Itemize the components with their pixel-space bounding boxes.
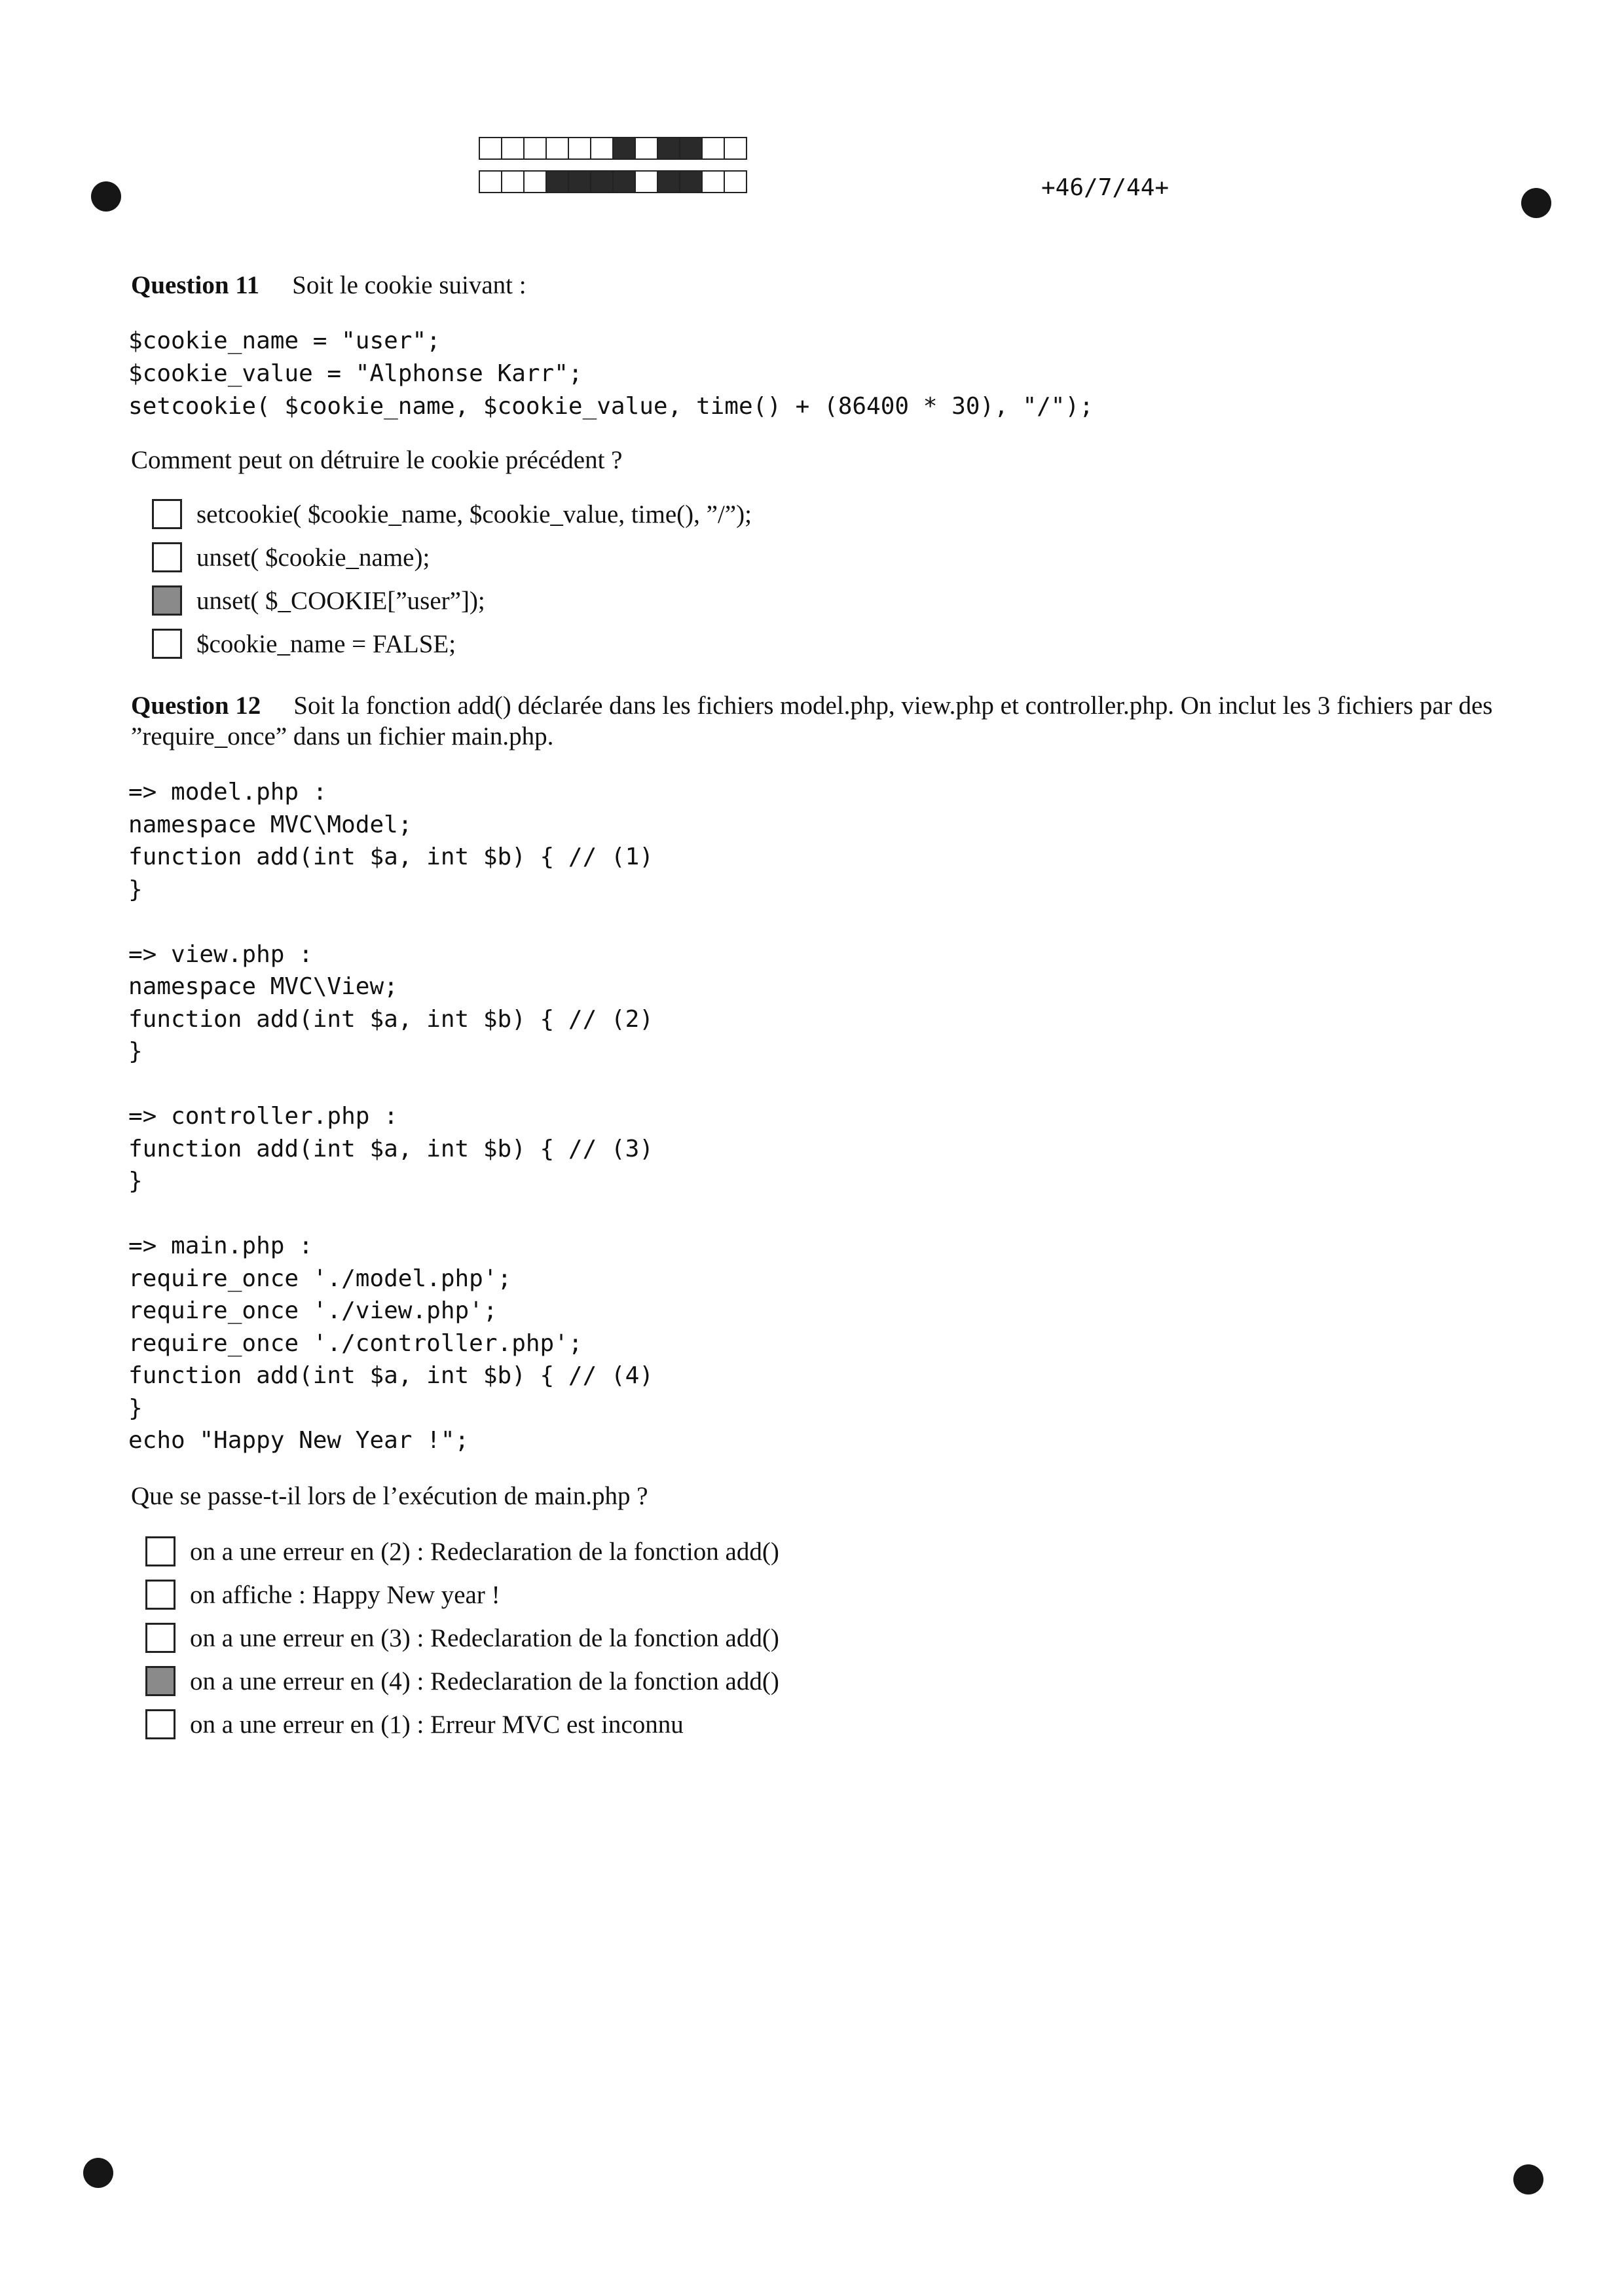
code-cell	[523, 170, 547, 193]
code-cell	[724, 170, 747, 193]
answer-text: on a une erreur en (1) : Erreur MVC est inconnu	[190, 1710, 684, 1739]
corner-marker-top-left	[91, 181, 121, 212]
code-cell	[724, 137, 747, 160]
answer-checkbox[interactable]	[152, 542, 182, 572]
answer-checkbox[interactable]	[145, 1666, 175, 1696]
answer-checkbox[interactable]	[152, 499, 182, 529]
code-cell	[479, 137, 502, 160]
answer-option[interactable]	[145, 1659, 779, 1703]
answer-option[interactable]	[152, 622, 752, 665]
answer-text: on a une erreur en (2) : Redeclaration de la fonction add()	[190, 1537, 779, 1566]
answer-checkbox[interactable]	[152, 585, 182, 616]
question-11-label: Question 11	[131, 271, 260, 299]
student-code-row-1	[479, 137, 746, 160]
code-cell	[635, 170, 658, 193]
answer-checkbox[interactable]	[145, 1623, 175, 1653]
code-cell	[590, 137, 614, 160]
question-11-intro: Soit le cookie suivant :	[292, 271, 526, 299]
answer-option[interactable]	[145, 1703, 779, 1746]
student-code-row-2	[479, 170, 746, 193]
code-cell	[501, 137, 525, 160]
page-identifier: +46/7/44+	[1041, 174, 1170, 201]
question-11-code: $cookie_name = "user"; $cookie_value = "Alphonse Karr"; setcookie( $cookie_name, $cookie_value, time() + (86400 * 30), "/");	[128, 327, 1094, 420]
corner-marker-top-right	[1521, 188, 1551, 218]
question-12-label: Question 12	[131, 692, 261, 720]
answer-checkbox[interactable]	[152, 629, 182, 659]
answer-text: on affiche : Happy New year !	[190, 1580, 500, 1609]
answer-text: unset( $cookie_name);	[196, 543, 430, 572]
answer-text: unset( $_COOKIE[”user”]);	[196, 586, 485, 615]
answer-checkbox[interactable]	[145, 1536, 175, 1566]
answer-option[interactable]	[145, 1530, 779, 1573]
answer-text: $cookie_name = FALSE;	[196, 629, 456, 658]
code-cell	[679, 137, 703, 160]
answer-checkbox[interactable]	[145, 1709, 175, 1739]
question-12-code: => model.php : namespace MVC\Model; function add(int $a, int $b) { // (1) } => view.php : namespace MVC\View; function add(int $a, int $b) { // (2) } => controller.php : function add(int $a, int $b) { // (3) } => main.php : require_once './model.php'; require_once './view.php'; require_once './controller.php'; function add(int $a, int $b) { // (4) } echo "Happy New Year !";	[128, 779, 654, 1454]
code-cell	[479, 170, 502, 193]
code-cell	[701, 137, 725, 160]
answer-option[interactable]	[145, 1573, 779, 1616]
code-cell	[635, 137, 658, 160]
code-cell	[612, 170, 636, 193]
corner-marker-bottom-left	[83, 2158, 113, 2188]
question-12-statement	[131, 690, 1519, 752]
answer-text: on a une erreur en (3) : Redeclaration de la fonction add()	[190, 1623, 779, 1652]
code-cell	[657, 137, 680, 160]
question-12-intro: Soit la fonction add() déclarée dans les fichiers model.php, view.php et controller.php. On inclut les 3 fichiers par des ”require_once” dans un fichier main.php.	[131, 692, 1493, 750]
question-11-options	[152, 492, 752, 665]
code-cell	[568, 170, 591, 193]
code-cell	[701, 170, 725, 193]
answer-option[interactable]	[152, 579, 752, 622]
code-cell	[612, 137, 636, 160]
code-cell	[590, 170, 614, 193]
code-cell	[501, 170, 525, 193]
code-cell	[545, 170, 569, 193]
code-cell	[545, 137, 569, 160]
question-11-statement	[131, 270, 1519, 301]
answer-option[interactable]	[152, 492, 752, 536]
code-cell	[523, 137, 547, 160]
corner-marker-bottom-right	[1513, 2164, 1543, 2194]
answer-text: on a une erreur en (4) : Redeclaration de la fonction add()	[190, 1667, 779, 1695]
question-11-prompt: Comment peut on détruire le cookie précédent ?	[131, 446, 623, 474]
code-cell	[679, 170, 703, 193]
code-cell	[568, 137, 591, 160]
question-12-options	[145, 1530, 779, 1746]
answer-checkbox[interactable]	[145, 1580, 175, 1610]
question-12-prompt: Que se passe-t-il lors de l’exécution de main.php ?	[131, 1482, 648, 1510]
code-cell	[657, 170, 680, 193]
answer-option[interactable]	[145, 1616, 779, 1659]
answer-text: setcookie( $cookie_name, $cookie_value, time(), ”/”);	[196, 500, 752, 528]
answer-option[interactable]	[152, 536, 752, 579]
